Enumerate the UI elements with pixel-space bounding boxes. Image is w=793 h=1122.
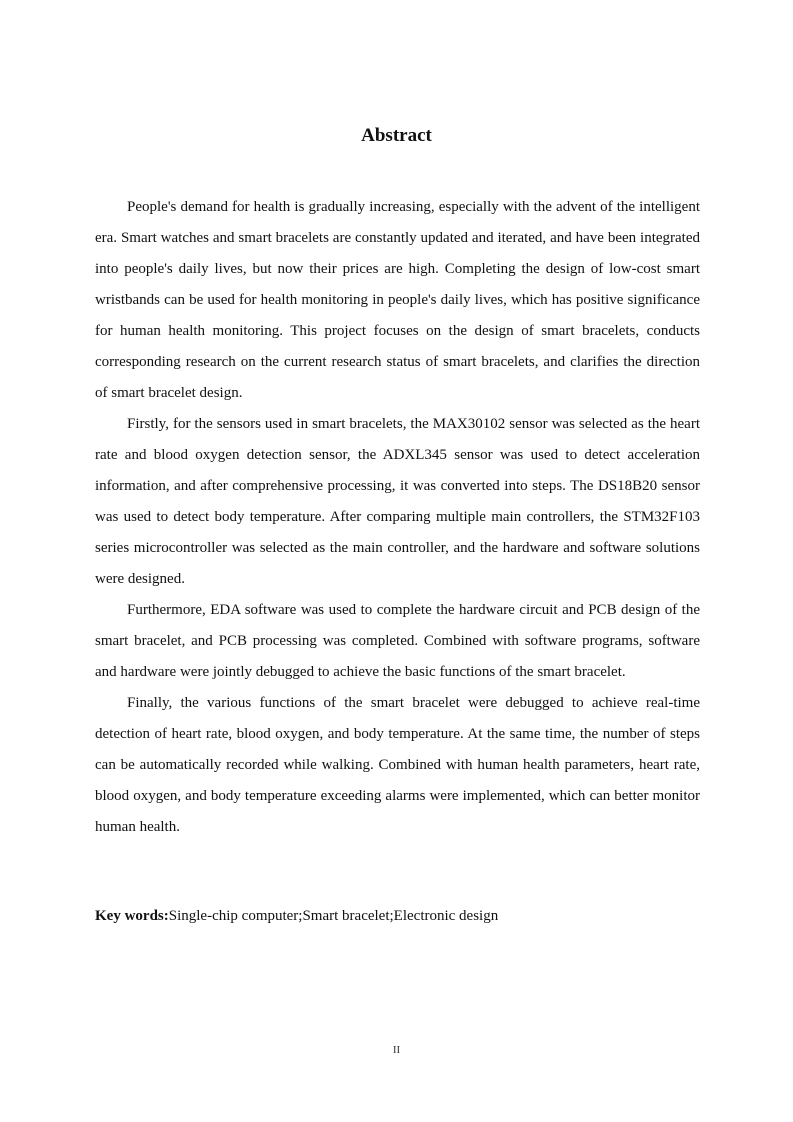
keywords-value: Single-chip computer;Smart bracelet;Electronic design	[168, 908, 499, 924]
abstract-paragraph-4: Finally, the various functions of the smart bracelet were debugged to achieve real-time detection of heart rate, blood oxygen, and body temperature. At the same time, the number of steps can be automatically recorded while walking. Combined with human health parameters, heart rate, blood oxygen, and body temperature exceeding alarms were implemented, which can better monitor human health.	[95, 695, 700, 835]
abstract-title: Abstract	[361, 125, 432, 146]
abstract-paragraph-2: Firstly, for the sensors used in smart bracelets, the MAX30102 sensor was selected as the heart rate and blood oxygen detection sensor, the ADXL345 sensor was used to detect acceleration information, and after comprehensive processing, it was converted into steps. The DS18B20 sensor was used to detect body temperature. After comparing multiple main controllers, the STM32F103 series microcontroller was selected as the main controller, and the hardware and software solutions were designed.	[95, 416, 700, 587]
page-number: II	[392, 1044, 401, 1056]
keywords-label: Key words:	[95, 908, 169, 924]
abstract-paragraph-1: People's demand for health is gradually increasing, especially with the advent of the intelligent era. Smart watches and smart bracelets are constantly updated and iterated, and have been integrated into people's daily lives, but now their prices are high. Completing the design of low-cost smart wristbands can be used for health monitoring in people's daily lives, which has positive significance for human health monitoring. This project focuses on the design of smart bracelets, conducts corresponding research on the current research status of smart bracelets, and clarifies the direction of smart bracelet design.	[95, 199, 700, 401]
abstract-paragraph-3: Furthermore, EDA software was used to complete the hardware circuit and PCB design of the smart bracelet, and PCB processing was completed. Combined with software programs, software and hardware were jointly debugged to achieve the basic functions of the smart bracelet.	[95, 602, 700, 680]
keywords-line	[95, 903, 498, 929]
abstract-body	[95, 192, 700, 843]
